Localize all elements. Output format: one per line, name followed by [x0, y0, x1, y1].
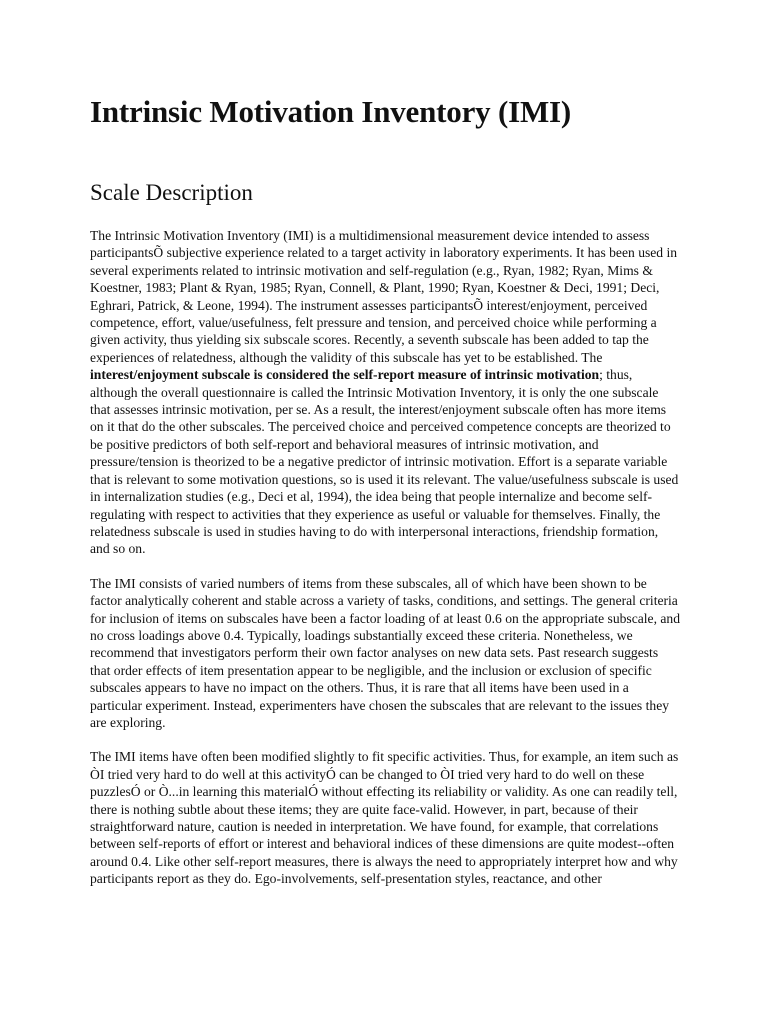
paragraph1-text-end: ; thus, although the overall questionnaire is called the Intrinsic Motivation Inventory, it is only the one subscale that assesses intrinsic motivation, per se. As a result, the interest/enjoyment subscale often has more items on it that do the other subscales. The perceived choice and perceived competence concepts are theorized to be positive predictors of both self-report and behavioral measures of intrinsic motivation, and pressure/tension is theorized to be a negative predictor of intrinsic motivation. Effort is a separate variable that is relevant to some motivation questions, so is used it its relevant. The value/usefulness subscale is used in internalization studies (e.g., Deci et al, 1994), the idea being that people internalize and become self-regulating with respect to activities that they experience as useful or valuable for themselves. Finally, the relatedness subscale is used in studies having to do with interpersonal interactions, friendship formation, and so on.	[90, 367, 679, 557]
paragraph-item-modification: The IMI items have often been modified slightly to fit specific activities. Thus, for example, an item such as ÒI tried very hard to do well at this activityÓ can be changed to ÒI tried very hard to do well on these puzzlesÓ or Ò...in learning this materialÓ without effecting its reliability or validity. As one can readily tell, there is nothing subtle about these items; they are quite face-valid. However, in part, because of their straightforward nature, caution is needed in interpretation. We have found, for example, that correlations between self-reports of effort or interest and behavioral indices of these dimensions are quite modest--often around 0.4. Like other self-report measures, there is always the need to appropriately interpret how and why participants report as they do. Ego-involvements, self-presentation styles, reactance, and other	[90, 749, 679, 887]
paragraph1-bold-emphasis: interest/enjoyment subscale is considered the self-report measure of intrinsic motivation	[90, 367, 600, 383]
document-page	[90, 92, 680, 888]
section-heading: Scale Description	[90, 180, 253, 205]
paragraph1-text-start: The Intrinsic Motivation Inventory (IMI) is a multidimensional measurement device intended to assess participantsÕ subjective experience related to a target activity in laboratory experiments. It has been used in several experiments related to intrinsic motivation and self-regulation (e.g., Ryan, 1982; Ryan, Mims & Koestner, 1983; Plant & Ryan, 1985; Ryan, Connell, & Plant, 1990; Ryan, Koestner & Deci, 1991; Deci, Eghrari, Patrick, & Leone, 1994). The instrument assesses participantsÕ interest/enjoyment, perceived competence, effort, value/usefulness, felt pressure and tension, and perceived choice while performing a given activity, thus yielding six subscale scores. Recently, a seventh subscale has been added to tap the experiences of relatedness, although the validity of this subscale has yet to be established. The	[90, 228, 678, 365]
paragraph-scale-description	[90, 227, 680, 558]
document-title: Intrinsic Motivation Inventory (IMI)	[90, 94, 572, 129]
paragraph-item-criteria: The IMI consists of varied numbers of items from these subscales, all of which have been shown to be factor analytically coherent and stable across a variety of tasks, conditions, and settings. The general criteria for inclusion of items on subscales have been a factor loading of at least 0.6 on the appropriate subscale, and no cross loadings above 0.4. Typically, loadings substantially exceed these criteria. Nonetheless, we recommend that investigators perform their own factor analyses on new data sets. Past research suggests that order effects of item presentation appear to be negligible, and the inclusion or exclusion of specific subscales appears to have no impact on the others. Thus, it is rare that all items have been used in a particular experiment. Instead, experimenters have chosen the subscales that are relevant to the issues they are exploring.	[90, 575, 681, 730]
